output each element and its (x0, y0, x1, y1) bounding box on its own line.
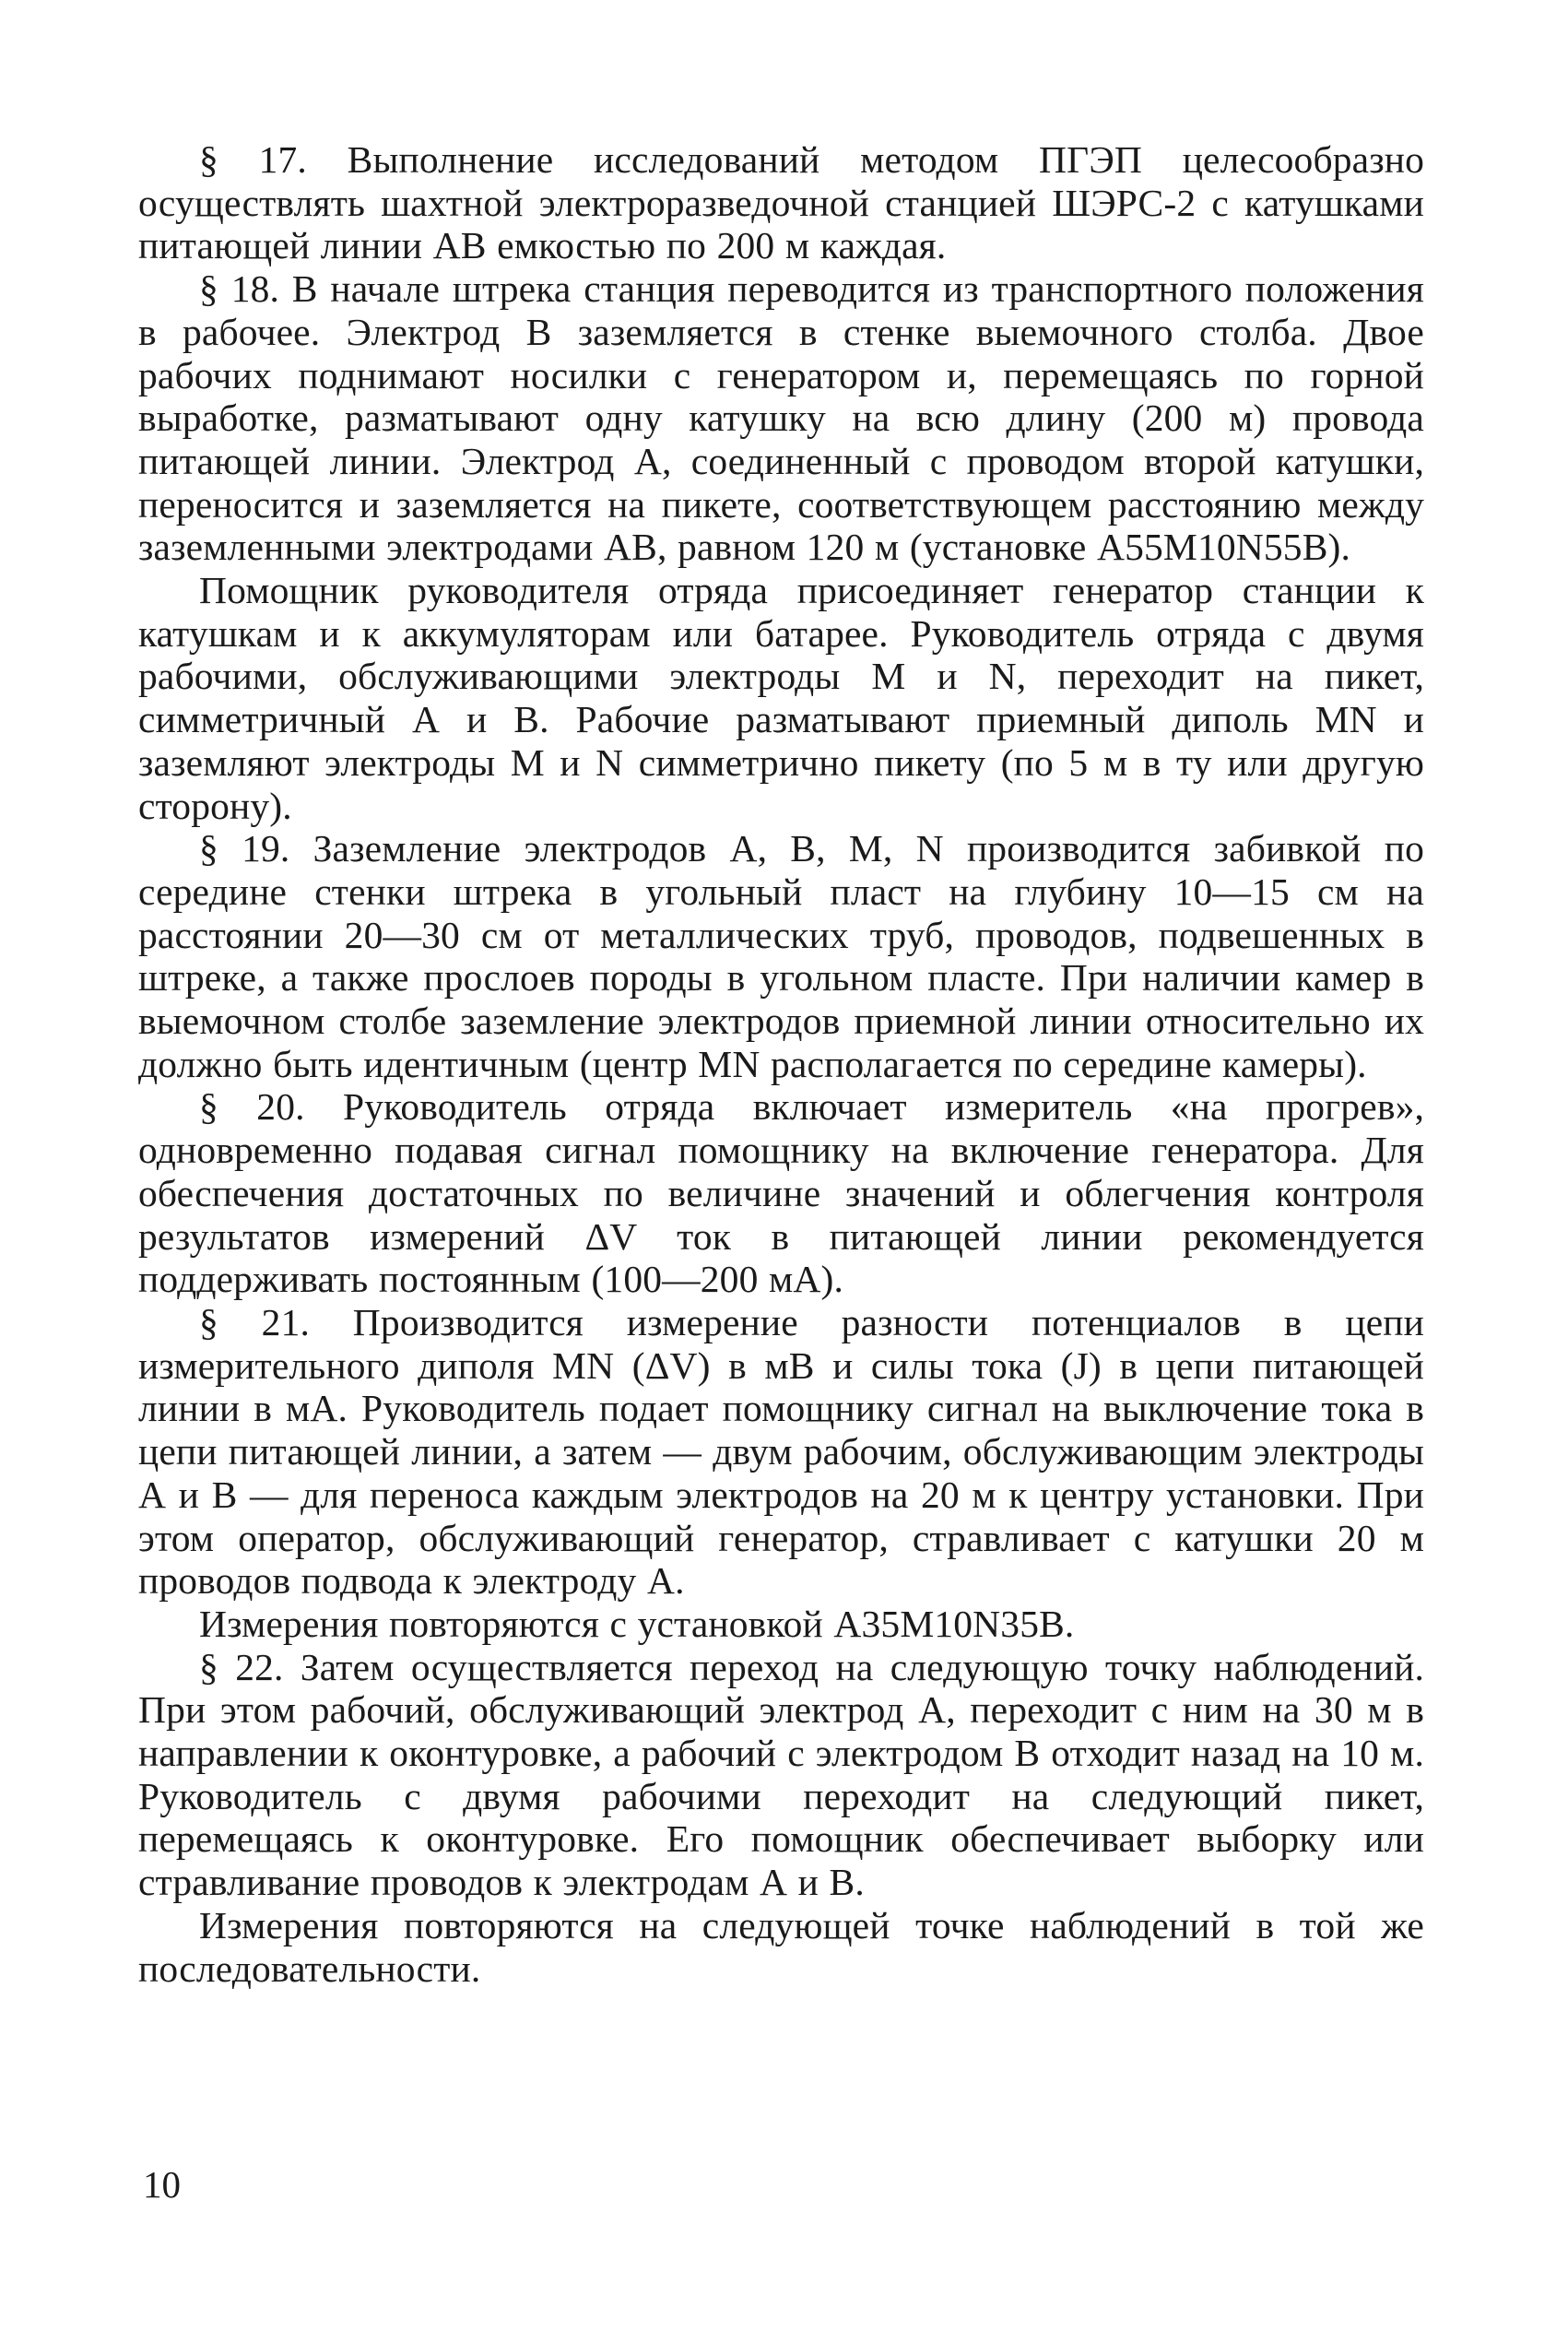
page-number: 10 (143, 2163, 181, 2206)
paragraph-generator-connection: Помощник руководителя отряда присоединяет генератор станции к катушкам и к аккумуляторам или батарее. Руководитель отряда с двумя рабочими, обслуживающими электроды М и N, переходит на пикет, симметричный А и В. Рабочие разматывают приемный диполь MN и заземляют электроды М и N симметрично пикету (по 5 м в ту или другую сторону). (138, 569, 1424, 827)
paragraph-section-17: § 17. Выполнение исследований методом ПГЭП целесообразно осуществлять шахтной электроразведочной станцией ШЭРС-2 с катушками питающей линии АВ емкостью по 200 м каждая. (138, 138, 1424, 267)
paragraph-repeat-measurements: Измерения повторяются с установкой A35M10N35B. (199, 1602, 1075, 1645)
paragraph-section-20: § 20. Руководитель отряда включает измеритель «на прогрев», одновременно подавая сигнал помощнику на включение генератора. Для обеспечения достаточных по величине значений и облегчения контроля результатов измерений ΔV ток в питающей линии рекомендуется поддерживать постоянным (100—200 мА). (138, 1085, 1424, 1301)
paragraph-next-point: Измерения повторяются на следующей точке наблюдений в той же последовательности. (138, 1903, 1424, 1990)
page-body (138, 138, 1424, 1990)
paragraph-section-21: § 21. Производится измерение разности потенциалов в цепи измерительного диполя MN (ΔV) в мВ и силы тока (J) в цепи питающей линии в мА. Руководитель подает помощнику сигнал на выключение тока в цепи питающей линии, а затем — двум рабочим, обслуживающим электроды А и В — для переноса каждым электродов на 20 м к центру установки. При этом оператор, обслуживающий генератор, стравливает с катушки 20 м проводов подвода к электроду А. (138, 1300, 1424, 1603)
paragraph-section-19: § 19. Заземление электродов А, В, М, N производится забивкой по середине стенки штрека в угольный пласт на глубину 10—15 см на расстоянии 20—30 см от металлических труб, проводов, подвешенных в штреке, а также прослоев породы в угольном пласте. При наличии камер в выемочном столбе заземление электродов приемной линии относительно их должно быть идентичным (центр MN располагается по середине камеры). (138, 827, 1424, 1085)
paragraph-section-18: § 18. В начале штрека станция переводится из транспортного положения в рабочее. Электрод В заземляется в стенке выемочного столба. Двое рабочих поднимают носилки с генератором и, перемещаясь по горной выработке, разматывают одну катушку на всю длину (200 м) провода питающей линии. Электрод А, соединенный с проводом второй катушки, переносится и заземляется на пикете, соответствующем расстоянию между заземленными электродами АВ, равном 120 м (установке A55M10N55B). (138, 267, 1424, 569)
paragraph-section-22: § 22. Затем осуществляется переход на следующую точку наблюдений. При этом рабочий, обслуживающий электрод А, переходит с ним на 30 м в направлении к оконтуровке, а рабочий с электродом В отходит назад на 10 м. Руководитель с двумя рабочими переходит на следующий пикет, перемещаясь к оконтуровке. Его помощник обеспечивает выборку или стравливание проводов к электродам А и В. (138, 1645, 1424, 1904)
